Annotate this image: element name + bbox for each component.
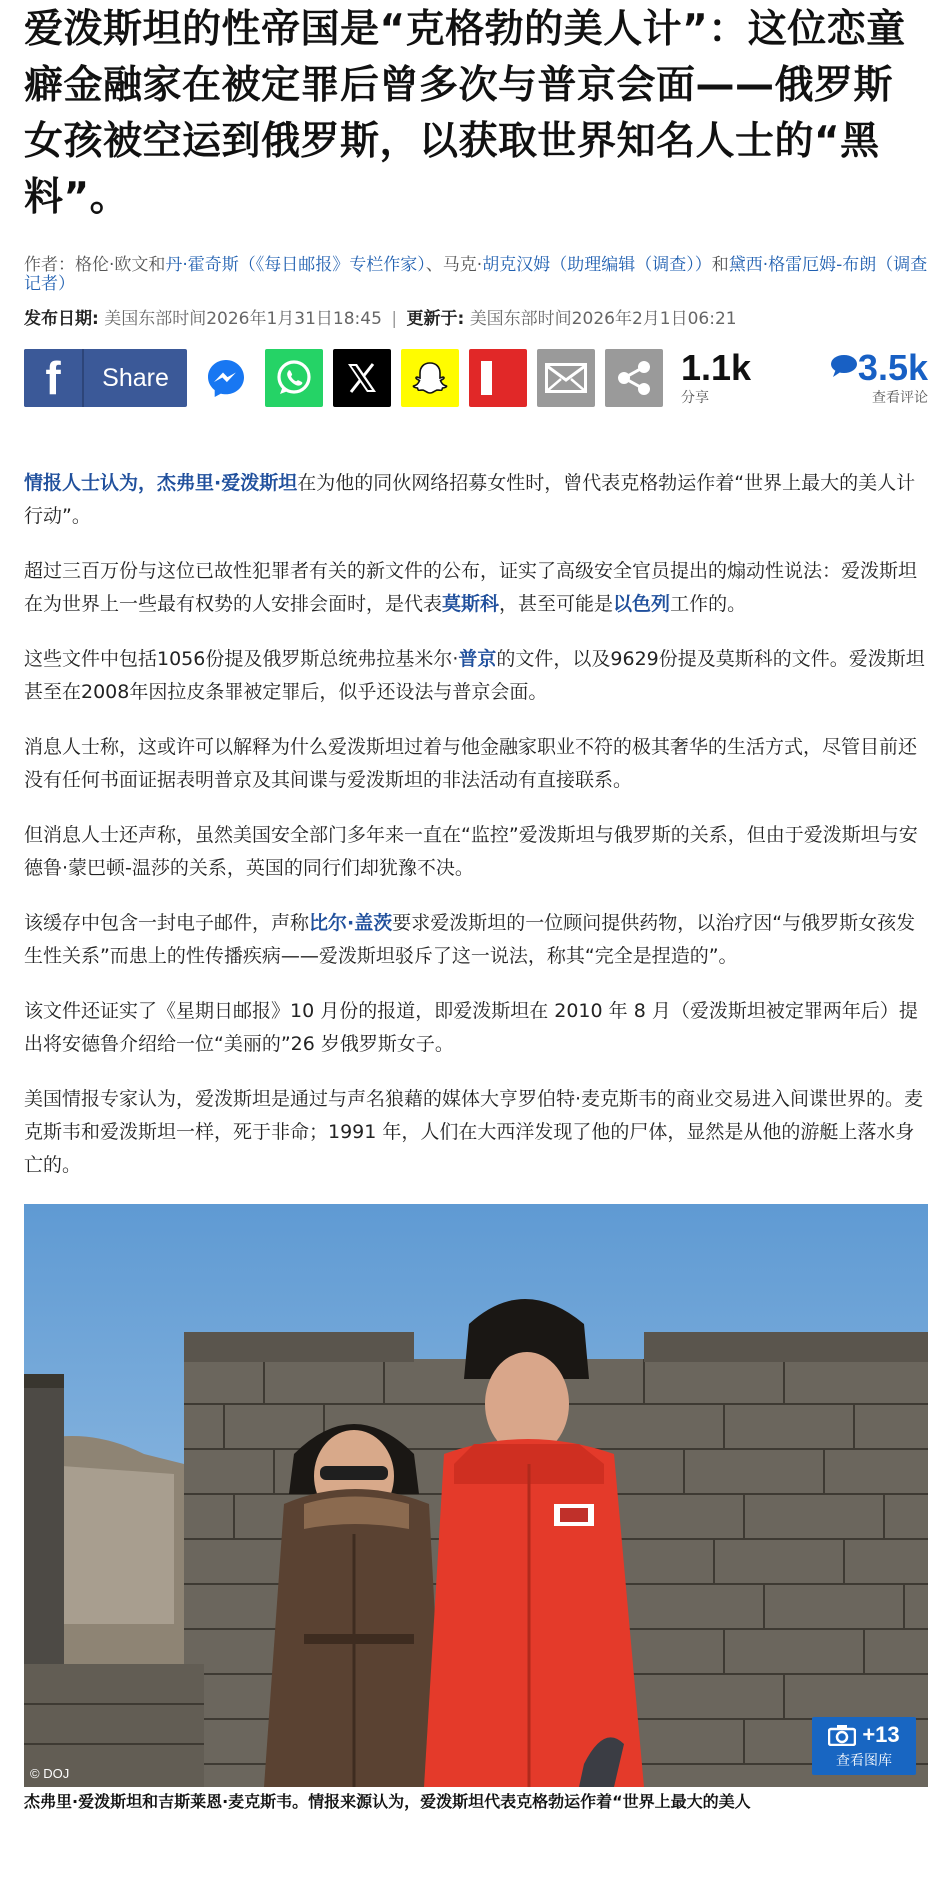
snapchat-share-button[interactable] <box>401 349 459 407</box>
paragraph-text: 这些文件中包括1056份提及俄罗斯总统弗拉基米尔· <box>24 648 459 670</box>
gallery-count: +13 <box>862 1722 900 1747</box>
byline-separator: 、马克· <box>425 255 483 275</box>
article-paragraph: 消息人士称，这或许可以解释为什么爱泼斯坦过着与他金融家职业不符的极其奢华的生活方式，尽管目前还没有任何书面证据表明普京及其间谍与爱泼斯坦的非法活动有直接联系。 <box>24 736 918 791</box>
view-gallery-button[interactable] <box>812 1717 916 1775</box>
paragraph-text: 在为他的同伙网络招募女性时，曾代表克格勃运作着“世界上最大的美人计行动”。 <box>24 472 916 527</box>
published-date: 美国东部时间2026年1月31日18:45 <box>104 309 382 329</box>
view-comments-label: 查看评论 <box>872 390 928 406</box>
author-link-graham-brown[interactable]: 黛西·格雷厄姆-布朗（调查记者） <box>24 255 928 294</box>
byline-prefix: 作者：格伦·欧文和 <box>24 255 166 275</box>
article-headline: 爱泼斯坦的性帝国是“克格勃的美人计”：这位恋童癖金融家在被定罪后曾多次与普京会面——俄罗斯女孩被空运到俄罗斯，以获取世界知名人士的“黑料”。 <box>24 7 906 220</box>
more-share-button[interactable] <box>605 349 663 407</box>
camera-icon <box>828 1724 856 1746</box>
author-link-hookham[interactable]: 胡克汉姆（助理编辑（调查）） <box>482 255 712 275</box>
paragraph-text: 要求爱泼斯坦的一位顾问提供药物，以治疗因“与俄罗斯女孩发生性关系”而患上的性传播疾病——爱泼斯坦驳斥了这一说法，称其“完全是捏造的”。 <box>24 912 916 967</box>
topic-link-bill-gates[interactable]: 比尔·盖茨 <box>309 912 393 934</box>
article-paragraph: 但消息人士还声称，虽然美国安全部门多年来一直在“监控”爱泼斯坦与俄罗斯的关系，但由于爱泼斯坦与安德鲁·蒙巴顿-温莎的关系，英国的同行们却犹豫不决。 <box>24 824 918 879</box>
article-paragraph <box>24 907 928 973</box>
mail-icon <box>545 363 587 393</box>
share-count <box>681 349 751 407</box>
x-icon <box>344 360 380 396</box>
comments-link[interactable] <box>830 349 928 407</box>
comment-count <box>830 349 928 387</box>
paragraph-text: 该缓存中包含一封电子邮件，声称 <box>24 912 310 934</box>
topic-link-putin[interactable]: 普京 <box>458 648 497 670</box>
article-dates <box>24 304 928 329</box>
snapchat-icon <box>410 358 450 398</box>
share-icon <box>615 359 653 397</box>
facebook-icon: f <box>24 349 84 407</box>
mail-share-button[interactable] <box>537 349 595 407</box>
photo-caption: 杰弗里·爱泼斯坦和吉斯莱恩·麦克斯韦。情报来源认为，爱泼斯坦代表克格勃运作着“世界上最大的美人 <box>24 1792 751 1811</box>
updated-date: 美国东部时间2026年2月1日06:21 <box>469 309 737 329</box>
share-bar <box>24 349 928 407</box>
messenger-icon <box>205 357 247 399</box>
topic-link-moscow[interactable]: 莫斯科 <box>442 593 500 615</box>
whatsapp-share-button[interactable] <box>265 349 323 407</box>
article-paragraph: 该文件还证实了《星期日邮报》10 月份的报道，即爱泼斯坦在 2010 年 8 月（爱泼斯坦被定罪两年后）提出将安德鲁介绍给一位“美丽的”26 岁俄罗斯女子。 <box>24 1000 918 1055</box>
paragraph-text: 工作的。 <box>670 593 747 615</box>
article-body <box>24 467 928 1182</box>
date-separator: | <box>391 309 398 329</box>
facebook-share-button[interactable] <box>24 349 187 407</box>
flipboard-share-button[interactable] <box>469 349 527 407</box>
photo-credit: © DOJ <box>30 1766 70 1781</box>
author-link-hodges[interactable]: 丹·霍奇斯（《每日邮报》专栏作家） <box>165 255 426 275</box>
updated-label: 更新于: <box>406 309 465 329</box>
byline <box>24 256 928 294</box>
share-count-label: 分享 <box>681 390 709 406</box>
topic-link-israel[interactable]: 以色列 <box>613 593 671 615</box>
article-paragraph <box>24 467 928 533</box>
published-label: 发布日期: <box>24 309 99 329</box>
paragraph-text: 超过三百万份与这位已故性犯罪者有关的新文件的公布，证实了高级安全官员提出的煽动性说法：爱泼斯坦在为世界上一些最有权势的人安排会面时，是代表 <box>24 560 918 615</box>
article-paragraph <box>24 643 928 709</box>
share-count-value: 1.1k <box>681 347 752 388</box>
whatsapp-icon <box>274 358 314 398</box>
flipboard-icon <box>481 361 515 395</box>
gallery-label: 查看图库 <box>836 1753 892 1769</box>
comment-bubble-icon <box>830 354 858 378</box>
topic-link-epstein[interactable]: 情报人士认为，杰弗里·爱泼斯坦 <box>24 472 298 494</box>
photo-great-wall <box>24 1204 928 1787</box>
paragraph-text: ，甚至可能是 <box>499 593 614 615</box>
article-photo[interactable] <box>24 1204 928 1787</box>
article-paragraph <box>24 555 928 621</box>
x-share-button[interactable] <box>333 349 391 407</box>
byline-and: 和 <box>711 255 729 275</box>
facebook-share-label: Share <box>102 363 169 392</box>
paragraph-text: 的文件，以及9629份提及莫斯科的文件。爱泼斯坦甚至在2008年因拉皮条罪被定罪后，似乎还设法与普京会面。 <box>24 648 925 703</box>
article-paragraph: 美国情报专家认为，爱泼斯坦是通过与声名狼藉的媒体大亨罗伯特·麦克斯韦的商业交易进入间谍世界的。麦克斯韦和爱泼斯坦一样，死于非命；1991 年，人们在大西洋发现了他的尸体，显然是从他的游艇上落水身亡的。 <box>24 1088 924 1176</box>
messenger-share-button[interactable] <box>197 349 255 407</box>
comment-count-value: 3.5k <box>857 347 928 388</box>
